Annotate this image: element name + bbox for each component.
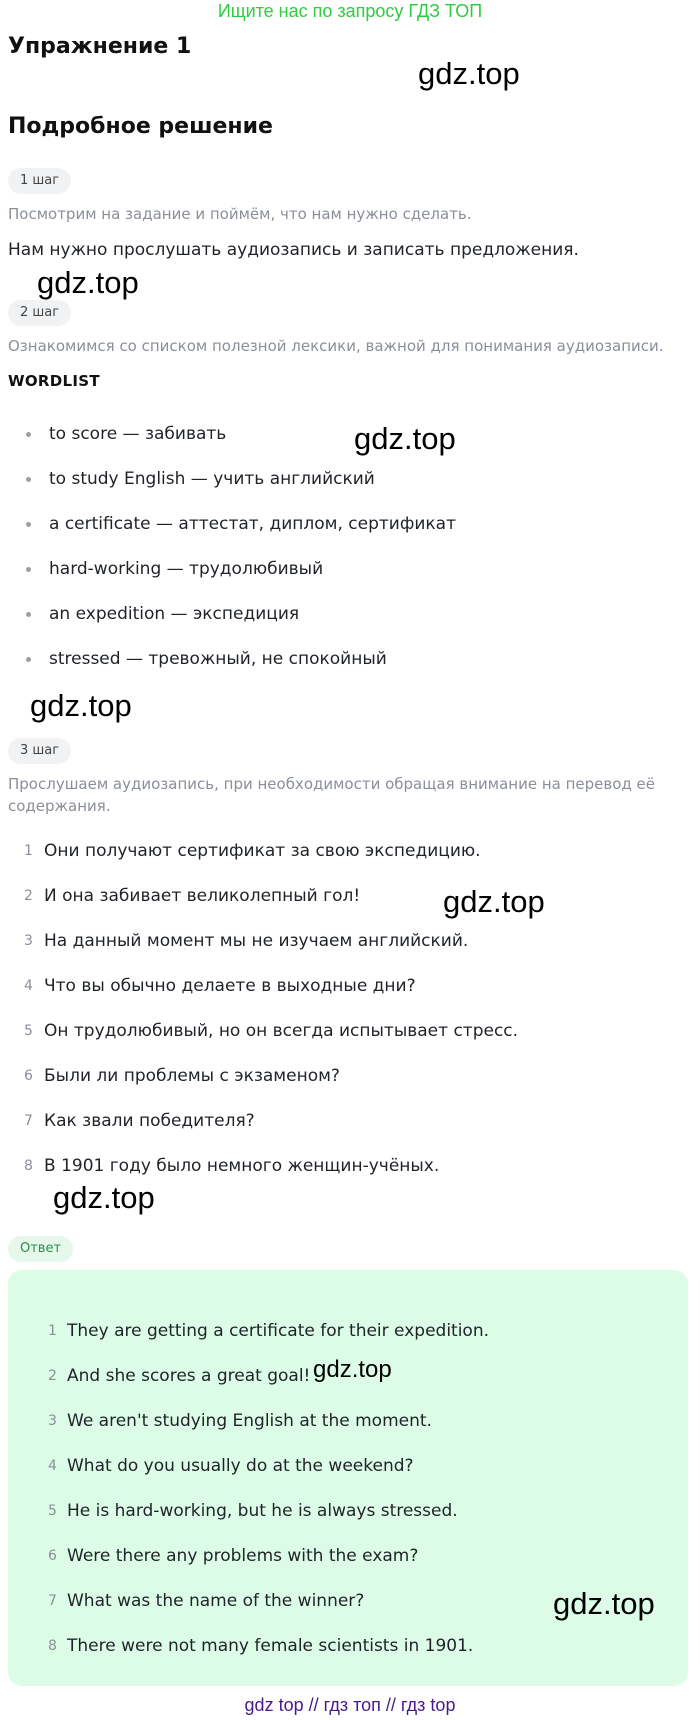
answer-item [8, 1455, 688, 1500]
item-number: 4 [48, 1458, 57, 1474]
step-badge: 2 шаг [8, 300, 71, 326]
item-text: There were not many female scientists in 1901. [67, 1636, 474, 1656]
item-number: 8 [48, 1638, 57, 1654]
watermark: gdz.top [313, 1356, 392, 1383]
wordlist-item: an expedition — экспедиция [0, 603, 700, 648]
watermark: gdz.top [443, 884, 545, 919]
wordlist-item: to study English — учить английский [0, 468, 700, 513]
item-number: 5 [48, 1503, 57, 1519]
wordlist-item: a certificate — аттестат, диплом, сертификат [0, 513, 700, 558]
item-text: На данный момент мы не изучаем английский. [44, 931, 469, 951]
answer-box [8, 1270, 688, 1686]
wordlist-item: stressed — тревожный, не спокойный [0, 648, 700, 693]
item-number: 5 [24, 1023, 33, 1039]
answer-item [8, 1635, 688, 1680]
sentence-list [0, 840, 700, 1200]
exercise-title: Упражнение 1 [8, 34, 192, 59]
section-title: Подробное решение [8, 114, 273, 139]
item-text: Они получают сертификат за свою экспедицию. [44, 841, 481, 861]
item-number: 7 [48, 1593, 57, 1609]
watermark: gdz.top [418, 56, 520, 91]
watermark: gdz.top [354, 421, 456, 456]
search-banner[interactable]: Ищите нас по запросу ГДЗ ТОП [217, 1, 483, 21]
step-hint: Прослушаем аудиозапись, при необходимости обращая внимание на перевод её содержания. [8, 775, 655, 815]
answer-badge: Ответ [8, 1236, 73, 1262]
answer-item [8, 1500, 688, 1545]
watermark: gdz.top [30, 688, 132, 723]
watermark: gdz.top [53, 1180, 155, 1215]
item-text: И она забивает великолепный гол! [44, 886, 361, 906]
step-text: Нам нужно прослушать аудиозапись и записать предложения. [8, 240, 579, 260]
item-text: Were there any problems with the exam? [67, 1546, 419, 1566]
item-number: 7 [24, 1113, 33, 1129]
item-number: 3 [24, 933, 33, 949]
list-item [0, 840, 700, 885]
wordlist-item: hard-working — трудолюбивый [0, 558, 700, 603]
item-number: 6 [48, 1548, 57, 1564]
list-item [0, 885, 700, 930]
item-text: Были ли проблемы с экзаменом? [44, 1066, 340, 1086]
item-number: 3 [48, 1413, 57, 1429]
step-badge: 3 шаг [8, 738, 71, 764]
step-badge: 1 шаг [8, 168, 71, 194]
item-text: Он трудолюбивый, но он всегда испытывает стресс. [44, 1021, 519, 1041]
item-text: What was the name of the winner? [67, 1591, 365, 1611]
item-number: 4 [24, 978, 33, 994]
answer-item [8, 1410, 688, 1455]
step-hint: Посмотрим на задание и поймём, что нам нужно сделать. [8, 205, 472, 223]
list-item [0, 1020, 700, 1065]
list-item [0, 1065, 700, 1110]
item-text: And she scores a great goal! [67, 1366, 311, 1386]
item-text: He is hard-working, but he is always stressed. [67, 1501, 458, 1521]
item-text: We aren't studying English at the moment. [67, 1411, 432, 1431]
item-text: They are getting a certificate for their expedition. [67, 1321, 490, 1341]
item-number: 2 [24, 888, 33, 904]
item-number: 6 [24, 1068, 33, 1084]
list-item [0, 975, 700, 1020]
item-number: 2 [48, 1368, 57, 1384]
item-text: What do you usually do at the weekend? [67, 1456, 414, 1476]
item-text: Что вы обычно делаете в выходные дни? [44, 976, 416, 996]
item-number: 1 [24, 843, 33, 859]
wordlist-label: WORDLIST [8, 372, 100, 390]
wordlist [0, 423, 700, 693]
item-number: 1 [48, 1323, 57, 1339]
item-number: 8 [24, 1158, 33, 1174]
item-text: В 1901 году было немного женщин-учёных. [44, 1156, 440, 1176]
wordlist-item: to score — забивать [0, 423, 700, 468]
item-text: Как звали победителя? [44, 1111, 255, 1131]
watermark: gdz.top [553, 1586, 655, 1621]
list-item [0, 930, 700, 975]
step-hint: Ознакомимся со списком полезной лексики, важной для понимания аудиозаписи. [8, 337, 664, 355]
footer-links[interactable]: gdz top // гдз топ // гдз top [244, 1695, 456, 1715]
watermark: gdz.top [37, 265, 139, 300]
answer-item [8, 1545, 688, 1590]
list-item [0, 1110, 700, 1155]
